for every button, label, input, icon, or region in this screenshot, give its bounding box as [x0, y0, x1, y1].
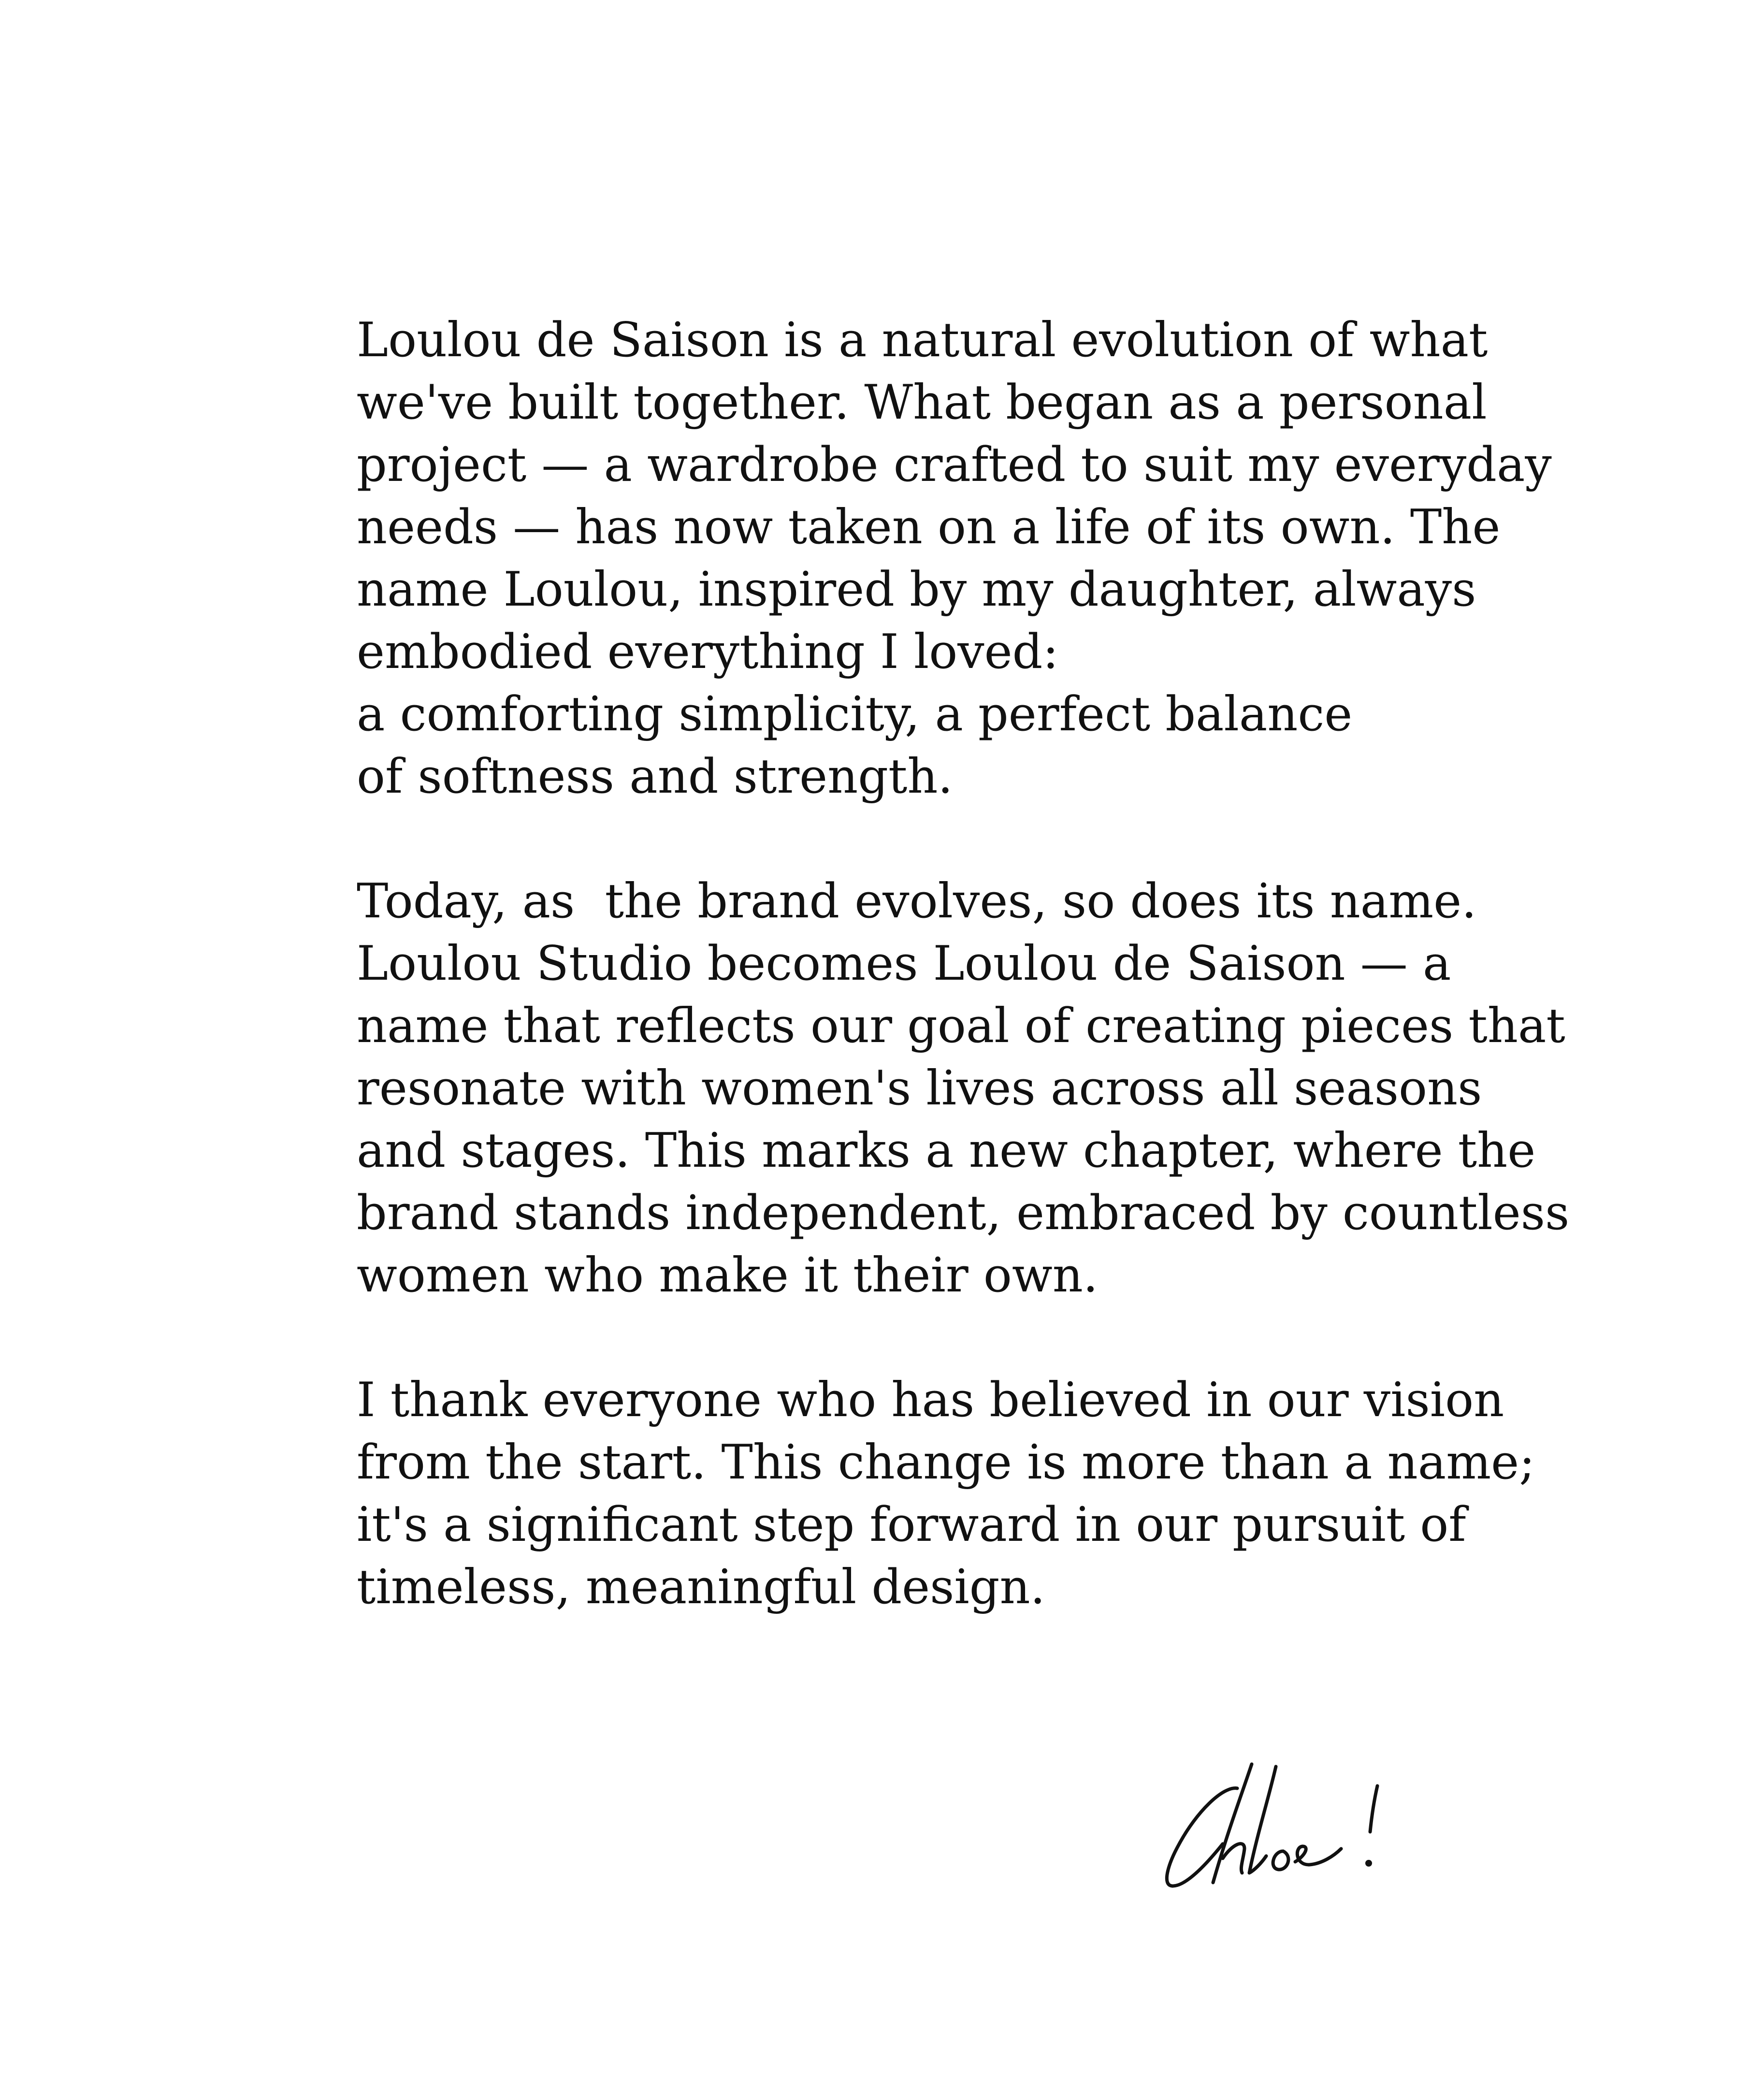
text-line: project — a wardrobe crafted to suit my everyday	[357, 437, 1552, 493]
text-line: Loulou Studio becomes Loulou de Saison — a	[357, 936, 1451, 991]
paragraph-spacer	[357, 1307, 1517, 1369]
text-line: from the start. This change is more than a name;	[357, 1435, 1535, 1490]
handwritten-signature	[1150, 1759, 1421, 1904]
paragraph-3	[357, 1369, 1535, 1619]
text-line: needs — has now taken on a life of its own. The	[357, 500, 1501, 555]
paragraph-1	[357, 309, 1552, 808]
signature-drawing	[1150, 1759, 1421, 1904]
text-line: name that reflects our goal of creating pieces that	[357, 999, 1565, 1054]
paragraph-spacer	[357, 808, 1517, 870]
text-line: name Loulou, inspired by my daughter, always	[357, 562, 1476, 617]
text-line: resonate with women's lives across all seasons	[357, 1061, 1482, 1116]
text-line: of softness and strength.	[357, 749, 953, 804]
text-line: Today, as the brand evolves, so does its name.	[357, 874, 1477, 929]
text-line: a comforting simplicity, a perfect balance	[357, 687, 1353, 742]
text-line: women who make it their own.	[357, 1248, 1098, 1303]
letter-body	[357, 309, 1570, 1619]
text-line: we've built together. What began as a personal	[357, 375, 1487, 430]
text-line: timeless, meaningful design.	[357, 1560, 1045, 1615]
text-line: Loulou de Saison is a natural evolution of what	[357, 313, 1488, 368]
text-line: brand stands independent, embraced by countless	[357, 1186, 1570, 1241]
text-line: and stages. This marks a new chapter, where the	[357, 1123, 1536, 1178]
text-line: I thank everyone who has believed in our vision	[357, 1373, 1504, 1428]
text-line: it's a significant step forward in our pursuit of	[357, 1497, 1466, 1552]
paragraph-2	[357, 870, 1570, 1307]
text-line: embodied everything I loved:	[357, 624, 1059, 680]
